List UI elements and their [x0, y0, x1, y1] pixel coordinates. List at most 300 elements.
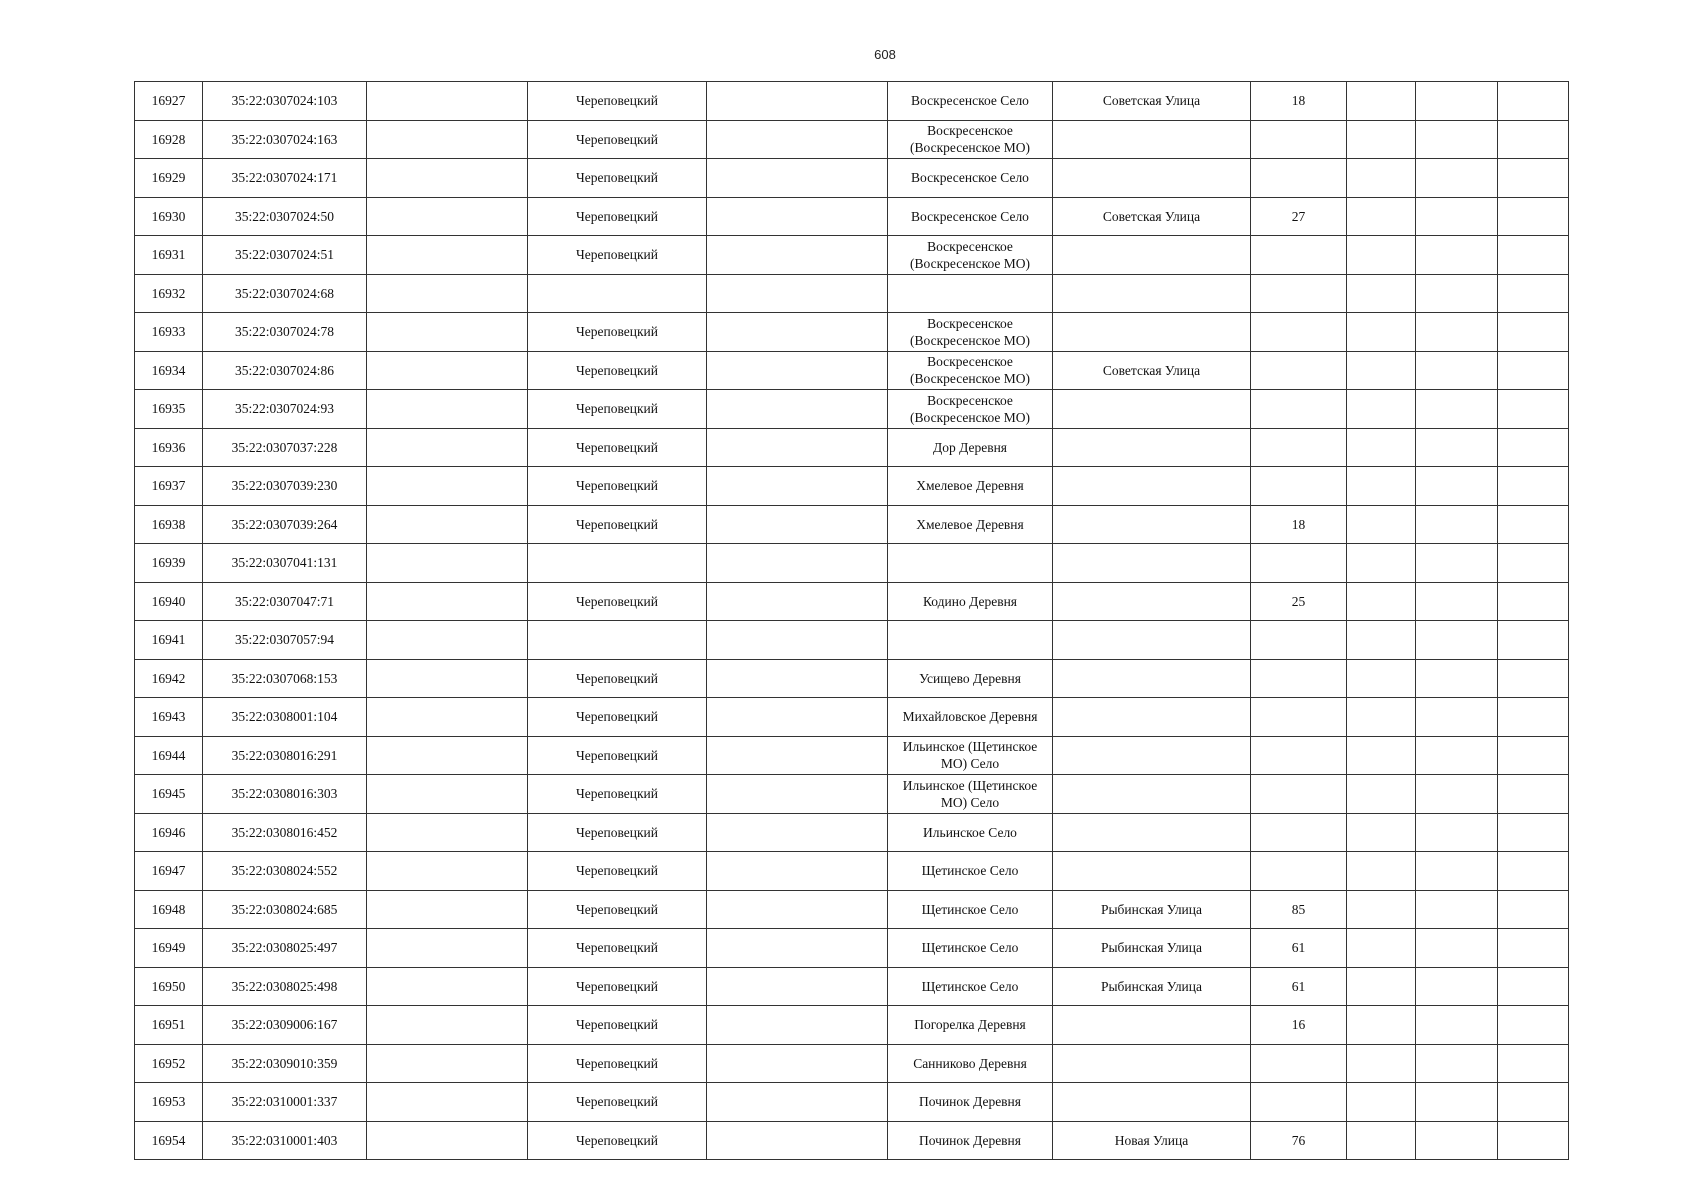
- table-row: [135, 313, 1569, 352]
- municipality-cell: [707, 467, 888, 506]
- house-cell: [1251, 621, 1347, 660]
- locality-cell: Воскресенское Село: [888, 159, 1053, 198]
- street-cell: [1053, 1006, 1251, 1045]
- structure-cell: [1416, 621, 1498, 660]
- region-cell: [367, 1121, 528, 1160]
- table-row: [135, 197, 1569, 236]
- registry-table: [134, 81, 1569, 1160]
- table-row: [135, 236, 1569, 275]
- row-number-cell: 16944: [135, 736, 203, 775]
- street-cell: [1053, 659, 1251, 698]
- row-number-cell: 16954: [135, 1121, 203, 1160]
- region-cell: [367, 159, 528, 198]
- structure-cell: [1416, 582, 1498, 621]
- cadastral-number-cell: 35:22:0308025:498: [203, 967, 367, 1006]
- building-cell: [1347, 813, 1416, 852]
- apartment-cell: [1498, 621, 1569, 660]
- building-cell: [1347, 428, 1416, 467]
- cadastral-number-cell: 35:22:0307024:50: [203, 197, 367, 236]
- cadastral-number-cell: 35:22:0308016:452: [203, 813, 367, 852]
- apartment-cell: [1498, 1083, 1569, 1122]
- house-cell: [1251, 544, 1347, 583]
- building-cell: [1347, 82, 1416, 121]
- locality-cell: Хмелевое Деревня: [888, 505, 1053, 544]
- district-cell: Череповецкий: [528, 428, 707, 467]
- region-cell: [367, 813, 528, 852]
- street-cell: Рыбинская Улица: [1053, 929, 1251, 968]
- row-number-cell: 16934: [135, 351, 203, 390]
- locality-cell: Хмелевое Деревня: [888, 467, 1053, 506]
- locality-cell: Погорелка Деревня: [888, 1006, 1053, 1045]
- cadastral-number-cell: 35:22:0308016:291: [203, 736, 367, 775]
- municipality-cell: [707, 1006, 888, 1045]
- district-cell: Череповецкий: [528, 1006, 707, 1045]
- municipality-cell: [707, 1044, 888, 1083]
- structure-cell: [1416, 428, 1498, 467]
- street-cell: [1053, 274, 1251, 313]
- district-cell: Череповецкий: [528, 582, 707, 621]
- municipality-cell: [707, 929, 888, 968]
- district-cell: Череповецкий: [528, 197, 707, 236]
- building-cell: [1347, 582, 1416, 621]
- apartment-cell: [1498, 1006, 1569, 1045]
- row-number-cell: 16943: [135, 698, 203, 737]
- cadastral-number-cell: 35:22:0307024:163: [203, 120, 367, 159]
- row-number-cell: 16947: [135, 852, 203, 891]
- locality-cell: Ильинское (Щетинское МО) Село: [888, 775, 1053, 814]
- municipality-cell: [707, 274, 888, 313]
- locality-cell: Ильинское (Щетинское МО) Село: [888, 736, 1053, 775]
- street-cell: [1053, 852, 1251, 891]
- house-cell: 27: [1251, 197, 1347, 236]
- house-cell: [1251, 698, 1347, 737]
- apartment-cell: [1498, 775, 1569, 814]
- district-cell: Череповецкий: [528, 313, 707, 352]
- municipality-cell: [707, 813, 888, 852]
- locality-cell: [888, 544, 1053, 583]
- region-cell: [367, 351, 528, 390]
- locality-cell: Починок Деревня: [888, 1121, 1053, 1160]
- region-cell: [367, 544, 528, 583]
- house-cell: 61: [1251, 967, 1347, 1006]
- locality-cell: Михайловское Деревня: [888, 698, 1053, 737]
- street-cell: [1053, 621, 1251, 660]
- district-cell: Череповецкий: [528, 159, 707, 198]
- building-cell: [1347, 929, 1416, 968]
- cadastral-number-cell: 35:22:0310001:403: [203, 1121, 367, 1160]
- building-cell: [1347, 197, 1416, 236]
- street-cell: [1053, 544, 1251, 583]
- cadastral-number-cell: 35:22:0307068:153: [203, 659, 367, 698]
- cadastral-number-cell: 35:22:0307024:51: [203, 236, 367, 275]
- district-cell: Череповецкий: [528, 1044, 707, 1083]
- row-number-cell: 16930: [135, 197, 203, 236]
- table-row: [135, 659, 1569, 698]
- municipality-cell: [707, 852, 888, 891]
- table-row: [135, 967, 1569, 1006]
- row-number-cell: 16931: [135, 236, 203, 275]
- locality-cell: Щетинское Село: [888, 890, 1053, 929]
- region-cell: [367, 236, 528, 275]
- house-cell: [1251, 1083, 1347, 1122]
- apartment-cell: [1498, 736, 1569, 775]
- apartment-cell: [1498, 82, 1569, 121]
- district-cell: Череповецкий: [528, 967, 707, 1006]
- region-cell: [367, 621, 528, 660]
- region-cell: [367, 852, 528, 891]
- cadastral-number-cell: 35:22:0307024:103: [203, 82, 367, 121]
- district-cell: Череповецкий: [528, 82, 707, 121]
- structure-cell: [1416, 313, 1498, 352]
- row-number-cell: 16942: [135, 659, 203, 698]
- district-cell: [528, 621, 707, 660]
- cadastral-number-cell: 35:22:0307037:228: [203, 428, 367, 467]
- region-cell: [367, 1083, 528, 1122]
- region-cell: [367, 197, 528, 236]
- cadastral-number-cell: 35:22:0307039:230: [203, 467, 367, 506]
- street-cell: [1053, 120, 1251, 159]
- structure-cell: [1416, 505, 1498, 544]
- structure-cell: [1416, 120, 1498, 159]
- region-cell: [367, 467, 528, 506]
- cadastral-number-cell: 35:22:0308001:104: [203, 698, 367, 737]
- street-cell: Советская Улица: [1053, 351, 1251, 390]
- cadastral-number-cell: 35:22:0307047:71: [203, 582, 367, 621]
- house-cell: [1251, 659, 1347, 698]
- table-row: [135, 736, 1569, 775]
- apartment-cell: [1498, 659, 1569, 698]
- district-cell: Череповецкий: [528, 775, 707, 814]
- house-cell: [1251, 736, 1347, 775]
- region-cell: [367, 313, 528, 352]
- table-row: [135, 813, 1569, 852]
- district-cell: Череповецкий: [528, 236, 707, 275]
- row-number-cell: 16929: [135, 159, 203, 198]
- building-cell: [1347, 1006, 1416, 1045]
- row-number-cell: 16936: [135, 428, 203, 467]
- house-cell: [1251, 813, 1347, 852]
- table-row: [135, 775, 1569, 814]
- house-cell: [1251, 120, 1347, 159]
- house-cell: [1251, 159, 1347, 198]
- district-cell: [528, 544, 707, 583]
- table-row: [135, 621, 1569, 660]
- cadastral-number-cell: 35:22:0308024:552: [203, 852, 367, 891]
- apartment-cell: [1498, 274, 1569, 313]
- street-cell: [1053, 467, 1251, 506]
- municipality-cell: [707, 236, 888, 275]
- apartment-cell: [1498, 351, 1569, 390]
- locality-cell: Щетинское Село: [888, 929, 1053, 968]
- house-cell: [1251, 467, 1347, 506]
- region-cell: [367, 390, 528, 429]
- row-number-cell: 16950: [135, 967, 203, 1006]
- street-cell: Рыбинская Улица: [1053, 967, 1251, 1006]
- street-cell: [1053, 1083, 1251, 1122]
- apartment-cell: [1498, 929, 1569, 968]
- street-cell: [1053, 236, 1251, 275]
- locality-cell: Воскресенское Село: [888, 82, 1053, 121]
- apartment-cell: [1498, 236, 1569, 275]
- street-cell: Новая Улица: [1053, 1121, 1251, 1160]
- municipality-cell: [707, 390, 888, 429]
- building-cell: [1347, 390, 1416, 429]
- municipality-cell: [707, 197, 888, 236]
- district-cell: Череповецкий: [528, 736, 707, 775]
- locality-cell: Санниково Деревня: [888, 1044, 1053, 1083]
- building-cell: [1347, 621, 1416, 660]
- building-cell: [1347, 775, 1416, 814]
- municipality-cell: [707, 582, 888, 621]
- region-cell: [367, 967, 528, 1006]
- row-number-cell: 16932: [135, 274, 203, 313]
- locality-cell: Воскресенское (Воскресенское МО): [888, 313, 1053, 352]
- district-cell: Череповецкий: [528, 505, 707, 544]
- house-cell: [1251, 1044, 1347, 1083]
- table-row: [135, 852, 1569, 891]
- house-cell: [1251, 428, 1347, 467]
- structure-cell: [1416, 82, 1498, 121]
- municipality-cell: [707, 1121, 888, 1160]
- region-cell: [367, 120, 528, 159]
- district-cell: Череповецкий: [528, 467, 707, 506]
- district-cell: Череповецкий: [528, 120, 707, 159]
- municipality-cell: [707, 775, 888, 814]
- building-cell: [1347, 890, 1416, 929]
- cadastral-number-cell: 35:22:0310001:337: [203, 1083, 367, 1122]
- district-cell: Череповецкий: [528, 890, 707, 929]
- municipality-cell: [707, 120, 888, 159]
- row-number-cell: 16941: [135, 621, 203, 660]
- cadastral-number-cell: 35:22:0307024:86: [203, 351, 367, 390]
- row-number-cell: 16951: [135, 1006, 203, 1045]
- street-cell: [1053, 390, 1251, 429]
- table-row: [135, 890, 1569, 929]
- region-cell: [367, 428, 528, 467]
- building-cell: [1347, 236, 1416, 275]
- structure-cell: [1416, 967, 1498, 1006]
- district-cell: [528, 274, 707, 313]
- structure-cell: [1416, 236, 1498, 275]
- cadastral-number-cell: 35:22:0308024:685: [203, 890, 367, 929]
- building-cell: [1347, 313, 1416, 352]
- table-row: [135, 1083, 1569, 1122]
- district-cell: Череповецкий: [528, 1121, 707, 1160]
- building-cell: [1347, 736, 1416, 775]
- row-number-cell: 16939: [135, 544, 203, 583]
- table-body: [135, 82, 1569, 1160]
- house-cell: 16: [1251, 1006, 1347, 1045]
- apartment-cell: [1498, 159, 1569, 198]
- street-cell: [1053, 505, 1251, 544]
- building-cell: [1347, 1121, 1416, 1160]
- street-cell: [1053, 1044, 1251, 1083]
- structure-cell: [1416, 197, 1498, 236]
- row-number-cell: 16953: [135, 1083, 203, 1122]
- municipality-cell: [707, 544, 888, 583]
- house-cell: [1251, 274, 1347, 313]
- structure-cell: [1416, 351, 1498, 390]
- municipality-cell: [707, 159, 888, 198]
- cadastral-number-cell: 35:22:0307024:78: [203, 313, 367, 352]
- locality-cell: Воскресенское (Воскресенское МО): [888, 390, 1053, 429]
- table-row: [135, 505, 1569, 544]
- building-cell: [1347, 1083, 1416, 1122]
- row-number-cell: 16928: [135, 120, 203, 159]
- district-cell: Череповецкий: [528, 351, 707, 390]
- table-row: [135, 544, 1569, 583]
- table-row: [135, 428, 1569, 467]
- cadastral-number-cell: 35:22:0307039:264: [203, 505, 367, 544]
- locality-cell: Кодино Деревня: [888, 582, 1053, 621]
- cadastral-number-cell: 35:22:0307024:93: [203, 390, 367, 429]
- building-cell: [1347, 274, 1416, 313]
- structure-cell: [1416, 1121, 1498, 1160]
- row-number-cell: 16945: [135, 775, 203, 814]
- row-number-cell: 16946: [135, 813, 203, 852]
- house-cell: 85: [1251, 890, 1347, 929]
- table-row: [135, 82, 1569, 121]
- region-cell: [367, 698, 528, 737]
- house-cell: 76: [1251, 1121, 1347, 1160]
- region-cell: [367, 1006, 528, 1045]
- house-cell: 18: [1251, 505, 1347, 544]
- house-cell: [1251, 390, 1347, 429]
- structure-cell: [1416, 1044, 1498, 1083]
- municipality-cell: [707, 505, 888, 544]
- table-row: [135, 1044, 1569, 1083]
- municipality-cell: [707, 698, 888, 737]
- building-cell: [1347, 967, 1416, 1006]
- table-row: [135, 120, 1569, 159]
- locality-cell: Воскресенское (Воскресенское МО): [888, 351, 1053, 390]
- municipality-cell: [707, 890, 888, 929]
- municipality-cell: [707, 621, 888, 660]
- apartment-cell: [1498, 120, 1569, 159]
- row-number-cell: 16933: [135, 313, 203, 352]
- row-number-cell: 16948: [135, 890, 203, 929]
- street-cell: [1053, 698, 1251, 737]
- street-cell: [1053, 313, 1251, 352]
- region-cell: [367, 775, 528, 814]
- house-cell: [1251, 351, 1347, 390]
- region-cell: [367, 582, 528, 621]
- building-cell: [1347, 351, 1416, 390]
- apartment-cell: [1498, 582, 1569, 621]
- apartment-cell: [1498, 967, 1569, 1006]
- cadastral-number-cell: 35:22:0307057:94: [203, 621, 367, 660]
- district-cell: Череповецкий: [528, 813, 707, 852]
- street-cell: Советская Улица: [1053, 82, 1251, 121]
- row-number-cell: 16927: [135, 82, 203, 121]
- structure-cell: [1416, 890, 1498, 929]
- district-cell: Череповецкий: [528, 929, 707, 968]
- building-cell: [1347, 659, 1416, 698]
- structure-cell: [1416, 813, 1498, 852]
- region-cell: [367, 659, 528, 698]
- structure-cell: [1416, 544, 1498, 583]
- row-number-cell: 16952: [135, 1044, 203, 1083]
- structure-cell: [1416, 852, 1498, 891]
- street-cell: [1053, 775, 1251, 814]
- apartment-cell: [1498, 890, 1569, 929]
- structure-cell: [1416, 390, 1498, 429]
- structure-cell: [1416, 659, 1498, 698]
- municipality-cell: [707, 659, 888, 698]
- cadastral-number-cell: 35:22:0307041:131: [203, 544, 367, 583]
- region-cell: [367, 505, 528, 544]
- building-cell: [1347, 544, 1416, 583]
- row-number-cell: 16935: [135, 390, 203, 429]
- locality-cell: Починок Деревня: [888, 1083, 1053, 1122]
- cadastral-number-cell: 35:22:0308025:497: [203, 929, 367, 968]
- apartment-cell: [1498, 313, 1569, 352]
- table-row: [135, 351, 1569, 390]
- structure-cell: [1416, 159, 1498, 198]
- apartment-cell: [1498, 197, 1569, 236]
- building-cell: [1347, 505, 1416, 544]
- cadastral-number-cell: 35:22:0309010:359: [203, 1044, 367, 1083]
- locality-cell: Ильинское Село: [888, 813, 1053, 852]
- cadastral-number-cell: 35:22:0307024:171: [203, 159, 367, 198]
- cadastral-number-cell: 35:22:0307024:68: [203, 274, 367, 313]
- structure-cell: [1416, 775, 1498, 814]
- building-cell: [1347, 852, 1416, 891]
- row-number-cell: 16940: [135, 582, 203, 621]
- table-row: [135, 274, 1569, 313]
- region-cell: [367, 929, 528, 968]
- locality-cell: Дор Деревня: [888, 428, 1053, 467]
- locality-cell: Щетинское Село: [888, 967, 1053, 1006]
- municipality-cell: [707, 967, 888, 1006]
- cadastral-number-cell: 35:22:0309006:167: [203, 1006, 367, 1045]
- table-row: [135, 390, 1569, 429]
- municipality-cell: [707, 82, 888, 121]
- table-row: [135, 698, 1569, 737]
- street-cell: [1053, 582, 1251, 621]
- municipality-cell: [707, 351, 888, 390]
- table-row: [135, 929, 1569, 968]
- apartment-cell: [1498, 813, 1569, 852]
- structure-cell: [1416, 1006, 1498, 1045]
- region-cell: [367, 82, 528, 121]
- municipality-cell: [707, 313, 888, 352]
- locality-cell: [888, 621, 1053, 660]
- structure-cell: [1416, 929, 1498, 968]
- house-cell: [1251, 775, 1347, 814]
- region-cell: [367, 890, 528, 929]
- apartment-cell: [1498, 1044, 1569, 1083]
- district-cell: Череповецкий: [528, 852, 707, 891]
- house-cell: 61: [1251, 929, 1347, 968]
- row-number-cell: 16938: [135, 505, 203, 544]
- building-cell: [1347, 698, 1416, 737]
- locality-cell: Щетинское Село: [888, 852, 1053, 891]
- table-row: [135, 582, 1569, 621]
- house-cell: [1251, 236, 1347, 275]
- municipality-cell: [707, 736, 888, 775]
- locality-cell: [888, 274, 1053, 313]
- district-cell: Череповецкий: [528, 390, 707, 429]
- apartment-cell: [1498, 390, 1569, 429]
- house-cell: 25: [1251, 582, 1347, 621]
- row-number-cell: 16937: [135, 467, 203, 506]
- street-cell: [1053, 736, 1251, 775]
- region-cell: [367, 1044, 528, 1083]
- street-cell: [1053, 159, 1251, 198]
- street-cell: [1053, 428, 1251, 467]
- page-number: 608: [874, 47, 896, 62]
